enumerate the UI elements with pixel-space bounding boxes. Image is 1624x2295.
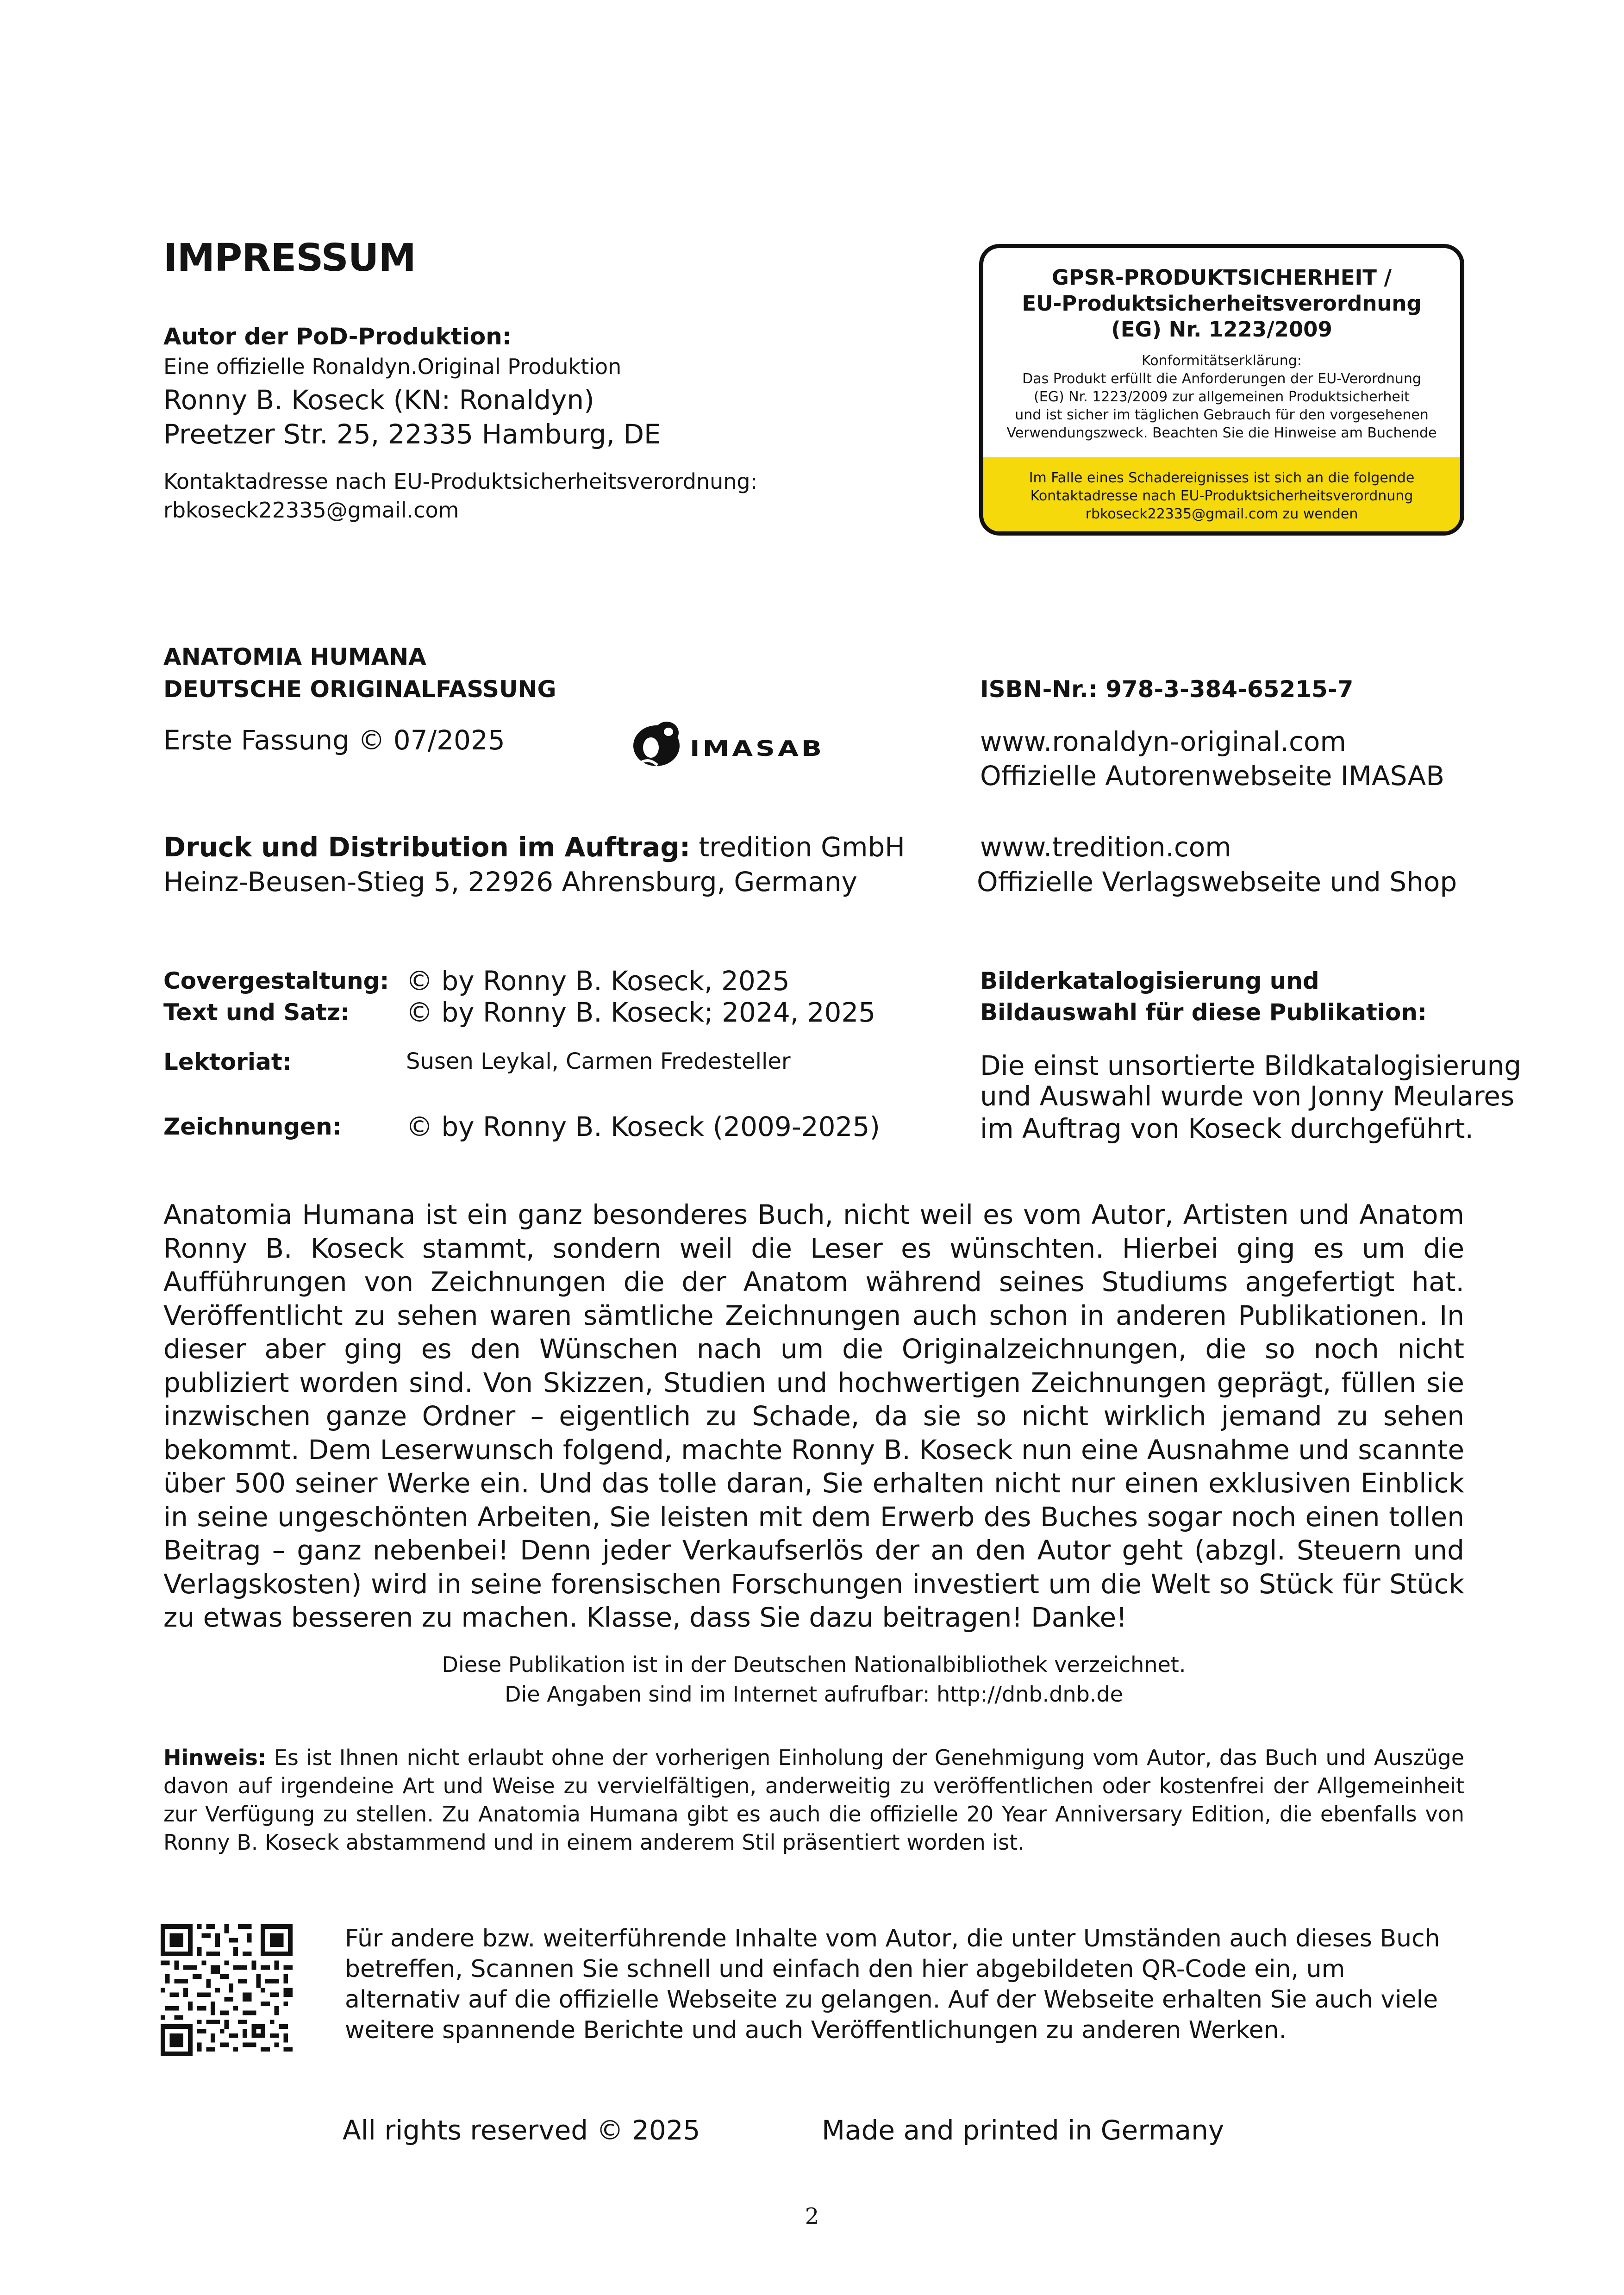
gpsr-notice-line: Kontaktadresse nach EU-Produktsicherheitsverordnung: [1030, 488, 1413, 504]
isbn: ISBN-Nr.: 978-3-384-65215-7: [980, 676, 1354, 703]
credit-value: © by Ronny B. Koseck (2009-2025): [406, 1111, 880, 1142]
gpsr-title-line: GPSR-PRODUKTSICHERHEIT /: [1051, 265, 1392, 290]
author-address: Preetzer Str. 25, 22335 Hamburg, DE: [163, 418, 661, 450]
qr-code[interactable]: [161, 1924, 293, 2056]
credit-value: © by Ronny B. Koseck; 2024, 2025: [406, 997, 876, 1028]
print-line: [163, 831, 905, 863]
author-subline: Eine offizielle Ronaldyn.Original Produktion: [163, 354, 622, 379]
gpsr-title-line: (EG) Nr. 1223/2009: [1111, 317, 1332, 342]
hinweis-paragraph: [163, 1744, 1464, 1857]
catalog-text: und Auswahl wurde von Jonny Meulares: [980, 1080, 1515, 1112]
contact-email: rbkoseck22335@gmail.com: [163, 498, 459, 523]
imasab-logo: [630, 715, 838, 771]
credit-label: Zeichnungen:: [163, 1113, 342, 1140]
rights-notice: All rights reserved © 2025: [343, 2114, 700, 2146]
gpsr-title: [983, 265, 1460, 343]
description-paragraph: Anatomia Humana ist ein ganz besonderes Buch, nicht weil es vom Autor, Artisten und Anatom Ronny B. Koseck stammt, sondern weil die Leser es wünschten. Hierbei ging es um die Aufführungen von Zeichnungen die der Anatom während seines Studiums angefertigt hat. Veröffentlicht zu sehen waren sämtliche Zeichnungen auch schon in anderen Publikationen. In dieser aber ging es den Wünschen nach um die Originalzeichnungen, die so noch nicht publiziert worden sind. Von Skizzen, Studien und hochwertigen Zeichnungen geprägt, füllen sie inzwischen ganze Ordner – eigentlich zu Schade, da sie so nicht wirklich jemand zu sehen bekommt. Dem Leserwunsch folgend, machte Ronny B. Koseck nun eine Ausnahme und scannte über 500 seiner Werke ein. Und das tolle daran, Sie erhalten nicht nur einen exklusiven Einblick in seine ungeschönten Arbeiten, Sie leisten mit dem Erwerb des Buches sogar noch einen tollen Beitrag – ganz nebenbei! Denn jeder Verkaufserlös der an den Autor geht (abzgl. Steuern und Verlagskosten) wird in seine forensischen Forschungen investiert um die Welt so Stück für Stück zu etwas besseren zu machen. Klasse, dass Sie dazu beitragen! Danke!: [163, 1199, 1464, 1633]
contact-label: Kontaktadresse nach EU-Produktsicherheitsverordnung:: [163, 469, 758, 494]
book-title: ANATOMIA HUMANA: [163, 643, 426, 670]
gpsr-conformity-line: und ist sicher im täglichen Gebrauch für den vorgesehenen: [1015, 407, 1429, 423]
gpsr-header: [983, 248, 1460, 456]
dnb-line: Die Angaben sind im Internet aufrufbar: http://dnb.dnb.de: [505, 1682, 1123, 1707]
catalog-text: Die einst unsortierte Bildkatalogisierung: [980, 1050, 1522, 1081]
author-heading: Autor der PoD-Produktion:: [163, 323, 512, 350]
credit-label: Text und Satz:: [163, 999, 350, 1026]
author-website-link[interactable]: www.ronaldyn-original.com: [980, 726, 1346, 757]
page-number: 2: [805, 2203, 819, 2229]
gpsr-conformity-line: (EG) Nr. 1223/2009 zur allgemeinen Produktsicherheit: [1034, 389, 1410, 405]
author-website-desc: Offizielle Autorenwebseite IMASAB: [980, 760, 1444, 792]
credit-value: © by Ronny B. Koseck, 2025: [406, 965, 790, 997]
gpsr-safety-box: [979, 244, 1464, 536]
gpsr-title-line: EU-Produktsicherheitsverordnung: [1022, 291, 1422, 316]
gpsr-notice-line: Im Falle eines Schadereignisses ist sich an die folgende: [1029, 470, 1415, 486]
dnb-line: Diese Publikation ist in der Deutschen Nationalbibliothek verzeichnet.: [442, 1652, 1186, 1677]
qr-description: Für andere bzw. weiterführende Inhalte vom Autor, die unter Umständen auch dieses Buch betreffen, Scannen Sie schnell und einfach den hier abgebildeten QR-Code ein, um alternativ auf die offizielle Webseite zu gelangen. Auf der Webseite erhalten Sie auch viele weitere spannende Berichte und auch Veröffentlichungen zu anderen Werken.: [345, 1925, 1440, 2044]
edition-line: Erste Fassung © 07/2025: [163, 724, 505, 756]
gpsr-conformity-line: Das Produkt erfüllt die Anforderungen der EU-Verordnung: [1022, 371, 1421, 387]
credit-value: Susen Leykal, Carmen Fredesteller: [406, 1048, 791, 1074]
qr-code-icon: [161, 1924, 293, 2056]
print-label: Druck und Distribution im Auftrag:: [163, 831, 691, 863]
hinweis-text: Es ist Ihnen nicht erlaubt ohne der vorherigen Einholung der Genehmigung vom Autor, das Buch und Auszüge davon auf irgendeine Art und Weise zu vervielfältigen, anderweitig zu veröffentlichen oder kostenfrei der Allgemeinheit zur Verfügung zu stellen. Zu Anatomia Humana gibt es auch die offizielle 20 Year Anniversary Edition, die ebenfalls von Ronny B. Koseck abstammend und in einem anderem Stil präsentiert worden ist.: [163, 1745, 1464, 1855]
print-company: tredition GmbH: [699, 831, 905, 863]
catalog-heading: Bilderkatalogisierung und: [980, 967, 1319, 994]
gpsr-conformity-line: Verwendungszweck. Beachten Sie die Hinweise am Buchende: [1006, 425, 1437, 441]
page-title: IMPRESSUM: [163, 236, 416, 280]
author-name: Ronny B. Koseck (KN: Ronaldyn): [163, 384, 594, 416]
gpsr-conformity: [983, 352, 1460, 442]
book-subtitle: DEUTSCHE ORIGINALFASSUNG: [163, 676, 556, 703]
credit-label: Covergestaltung:: [163, 967, 389, 994]
publisher-website-desc: Offizielle Verlagswebseite und Shop: [977, 866, 1457, 898]
hinweis-label: Hinweis:: [163, 1745, 267, 1770]
publisher-website-link[interactable]: www.tredition.com: [980, 831, 1231, 863]
gpsr-divider: [983, 457, 1460, 464]
credit-label: Lektoriat:: [163, 1048, 292, 1075]
catalog-heading: Bildauswahl für diese Publikation:: [980, 999, 1427, 1026]
imasab-logo-text: IMASAB: [690, 736, 825, 761]
gpsr-notice: [983, 464, 1460, 536]
catalog-text: im Auftrag von Koseck durchgeführt.: [980, 1113, 1474, 1144]
made-in-notice: Made and printed in Germany: [822, 2114, 1224, 2146]
gpsr-conformity-line: Konformitätserklärung:: [1142, 353, 1302, 369]
gpsr-notice-line: rbkoseck22335@gmail.com zu wenden: [1085, 506, 1358, 522]
print-address: Heinz-Beusen-Stieg 5, 22926 Ahrensburg, Germany: [163, 866, 857, 898]
